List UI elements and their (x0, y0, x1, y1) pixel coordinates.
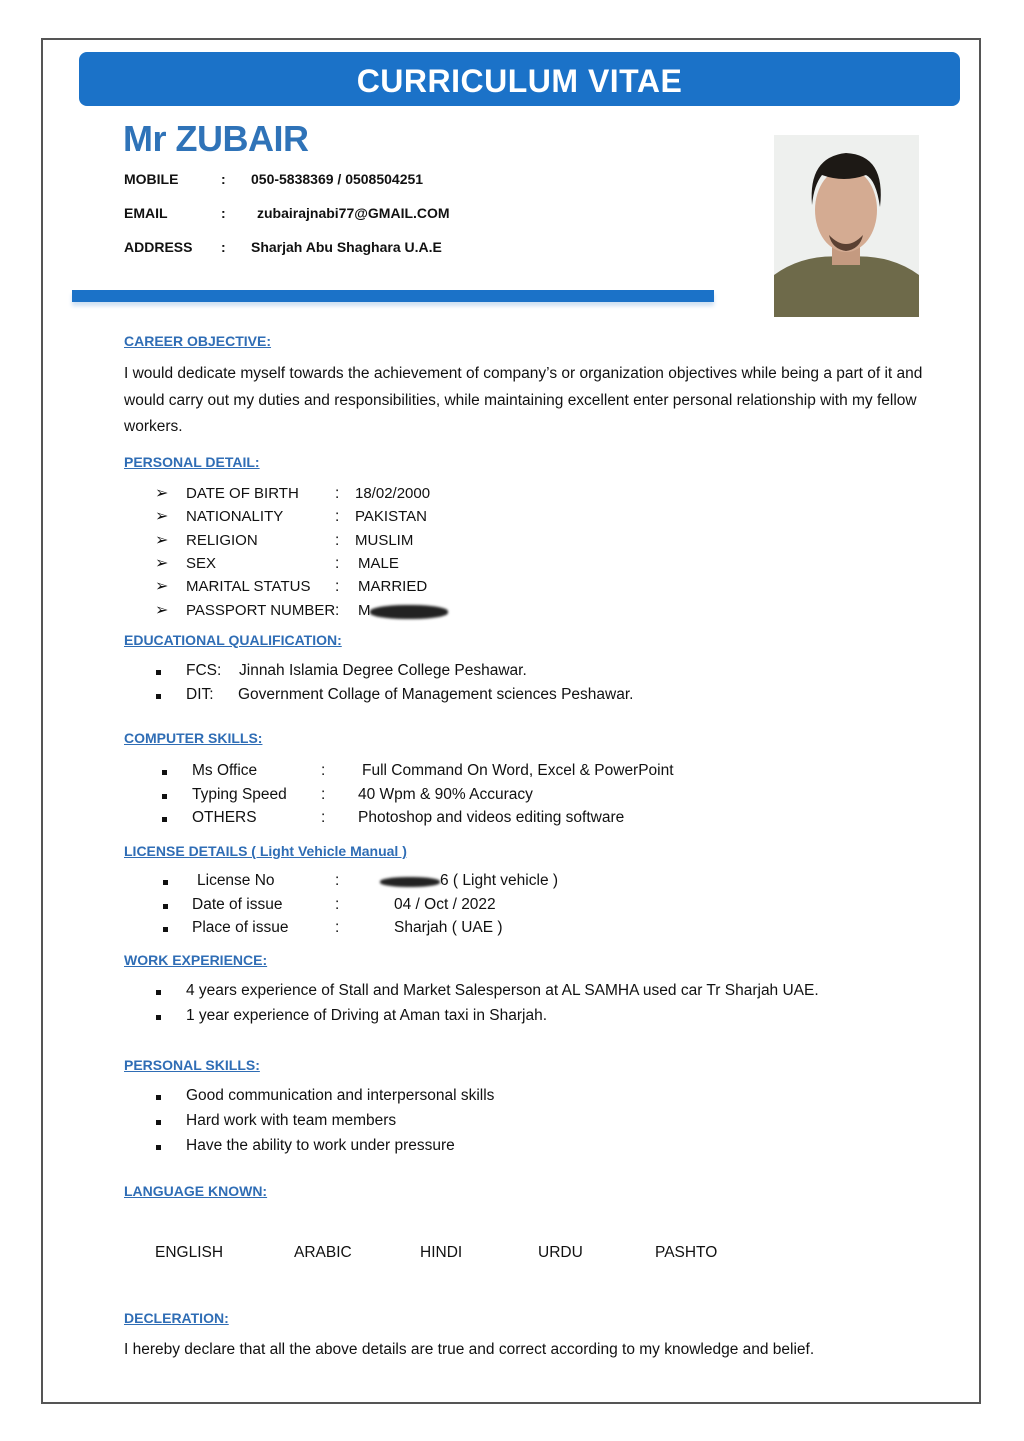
arrow-bullet-icon: ➢ (155, 508, 169, 526)
license-value: 6 ( Light vehicle ) (440, 872, 559, 889)
value: Sharjah Abu Shaghara U.A.E (251, 239, 442, 255)
value: zubairajnabi77@GMAIL.COM (257, 205, 450, 221)
square-bullet-icon (156, 990, 161, 995)
square-bullet-icon (156, 694, 161, 699)
profile-photo (774, 135, 919, 317)
education-level: FCS: (186, 662, 222, 679)
colon: : (335, 601, 340, 619)
detail-label: SEX (186, 554, 217, 572)
detail-label: MARITAL STATUS (186, 578, 311, 596)
value: 050-5838369 / 0508504251 (251, 171, 424, 187)
square-bullet-icon (162, 770, 167, 775)
colon: : (221, 205, 226, 221)
square-bullet-icon (163, 904, 168, 909)
colon: : (335, 872, 340, 889)
personal-skill-item: Have the ability to work under pressure (186, 1137, 455, 1154)
license-label: License No (197, 872, 275, 889)
license-label: Date of issue (192, 895, 283, 913)
colon: : (335, 508, 340, 526)
skill-value: Photoshop and videos editing software (358, 809, 625, 826)
personal-skill-item: Hard work with team members (186, 1112, 397, 1129)
detail-value: MARRIED (358, 578, 428, 596)
candidate-name: Mr ZUBAIR (123, 118, 309, 159)
square-bullet-icon (156, 1145, 161, 1150)
colon: : (321, 762, 326, 779)
heading-computer-skills: COMPUTER SKILLS: (124, 730, 263, 746)
colon: : (321, 809, 326, 826)
education-level: DIT: (186, 686, 214, 703)
career-objective-text: I would dedicate myself towards the achievement of company’s or organization objectives while being a part of it and would carry out my duties and responsibilities, while maintaining excellent enter personal relationship with my fellow workers. (124, 365, 923, 435)
colon: : (335, 578, 340, 596)
language-item: HINDI (420, 1244, 463, 1261)
arrow-bullet-icon: ➢ (155, 485, 169, 502)
contact-address (124, 239, 442, 255)
colon: : (221, 239, 226, 255)
square-bullet-icon (162, 794, 167, 799)
redaction-mark (370, 605, 448, 619)
skill-label: Typing Speed (192, 785, 287, 803)
heading-education: EDUCATIONAL QUALIFICATION: (124, 632, 342, 648)
license-value: Sharjah ( UAE ) (394, 919, 503, 936)
detail-value: M (358, 601, 371, 619)
header-divider (72, 290, 714, 302)
colon: : (321, 785, 326, 803)
heading-career-objective: CAREER OBJECTIVE: (124, 333, 272, 349)
education-institution: Jinnah Islamia Degree College Peshawar. (239, 662, 527, 679)
arrow-bullet-icon: ➢ (155, 554, 169, 572)
colon: : (335, 895, 340, 913)
skill-label: OTHERS (192, 809, 257, 826)
language-item: URDU (538, 1244, 583, 1261)
detail-value: PAKISTAN (355, 508, 427, 526)
skill-value: Full Command On Word, Excel & PowerPoint (362, 762, 674, 779)
heading-work-experience: WORK EXPERIENCE: (124, 952, 268, 968)
language-item: ENGLISH (155, 1244, 224, 1261)
detail-label: DATE OF BIRTH (186, 485, 299, 502)
license-value: 04 / Oct / 2022 (394, 895, 496, 913)
work-experience-item: 1 year experience of Driving at Aman taxi in Sharjah. (186, 1007, 547, 1024)
personal-skill-item: Good communication and interpersonal skills (186, 1087, 495, 1104)
heading-personal-detail: PERSONAL DETAIL: (124, 454, 260, 470)
heading-declaration: DECLERATION: (124, 1310, 229, 1326)
square-bullet-icon (156, 1015, 161, 1020)
detail-value: MALE (358, 554, 399, 572)
language-item: ARABIC (294, 1244, 352, 1261)
square-bullet-icon (156, 1095, 161, 1100)
detail-value: MUSLIM (355, 531, 414, 549)
contact-email (124, 205, 450, 221)
detail-label: NATIONALITY (186, 508, 284, 526)
arrow-bullet-icon: ➢ (155, 601, 169, 619)
colon: : (335, 485, 340, 502)
education-institution: Government Collage of Management sciences Peshawar. (238, 686, 634, 703)
label: ADDRESS (124, 239, 193, 255)
arrow-bullet-icon: ➢ (155, 578, 169, 596)
skill-value: 40 Wpm & 90% Accuracy (358, 785, 533, 803)
heading-license: LICENSE DETAILS ( Light Vehicle Manual ) (124, 843, 407, 859)
colon: : (221, 171, 226, 187)
redaction-mark (380, 877, 440, 887)
label: MOBILE (124, 171, 179, 187)
work-experience-item: 4 years experience of Stall and Market Salesperson at AL SAMHA used car Tr Sharjah UAE. (186, 982, 819, 999)
colon: : (335, 531, 340, 549)
square-bullet-icon (162, 817, 167, 822)
title-banner: CURRICULUM VITAE (79, 52, 960, 106)
declaration-text: I hereby declare that all the above details are true and correct according to my knowledge and belief. (124, 1341, 815, 1358)
colon: : (335, 919, 340, 936)
arrow-bullet-icon: ➢ (155, 531, 169, 549)
label: EMAIL (124, 205, 168, 221)
language-item: PASHTO (655, 1244, 718, 1261)
heading-personal-skills: PERSONAL SKILLS: (124, 1057, 260, 1073)
skill-label: Ms Office (192, 762, 258, 779)
colon: : (335, 554, 340, 572)
detail-label: PASSPORT NUMBER (186, 601, 336, 619)
square-bullet-icon (156, 670, 161, 675)
license-label: Place of issue (192, 919, 289, 936)
square-bullet-icon (156, 1120, 161, 1125)
heading-languages: LANGUAGE KNOWN: (124, 1183, 268, 1199)
detail-label: RELIGION (186, 531, 258, 549)
detail-value: 18/02/2000 (355, 485, 431, 502)
contact-mobile (124, 171, 423, 187)
square-bullet-icon (163, 927, 168, 932)
square-bullet-icon (163, 880, 168, 885)
